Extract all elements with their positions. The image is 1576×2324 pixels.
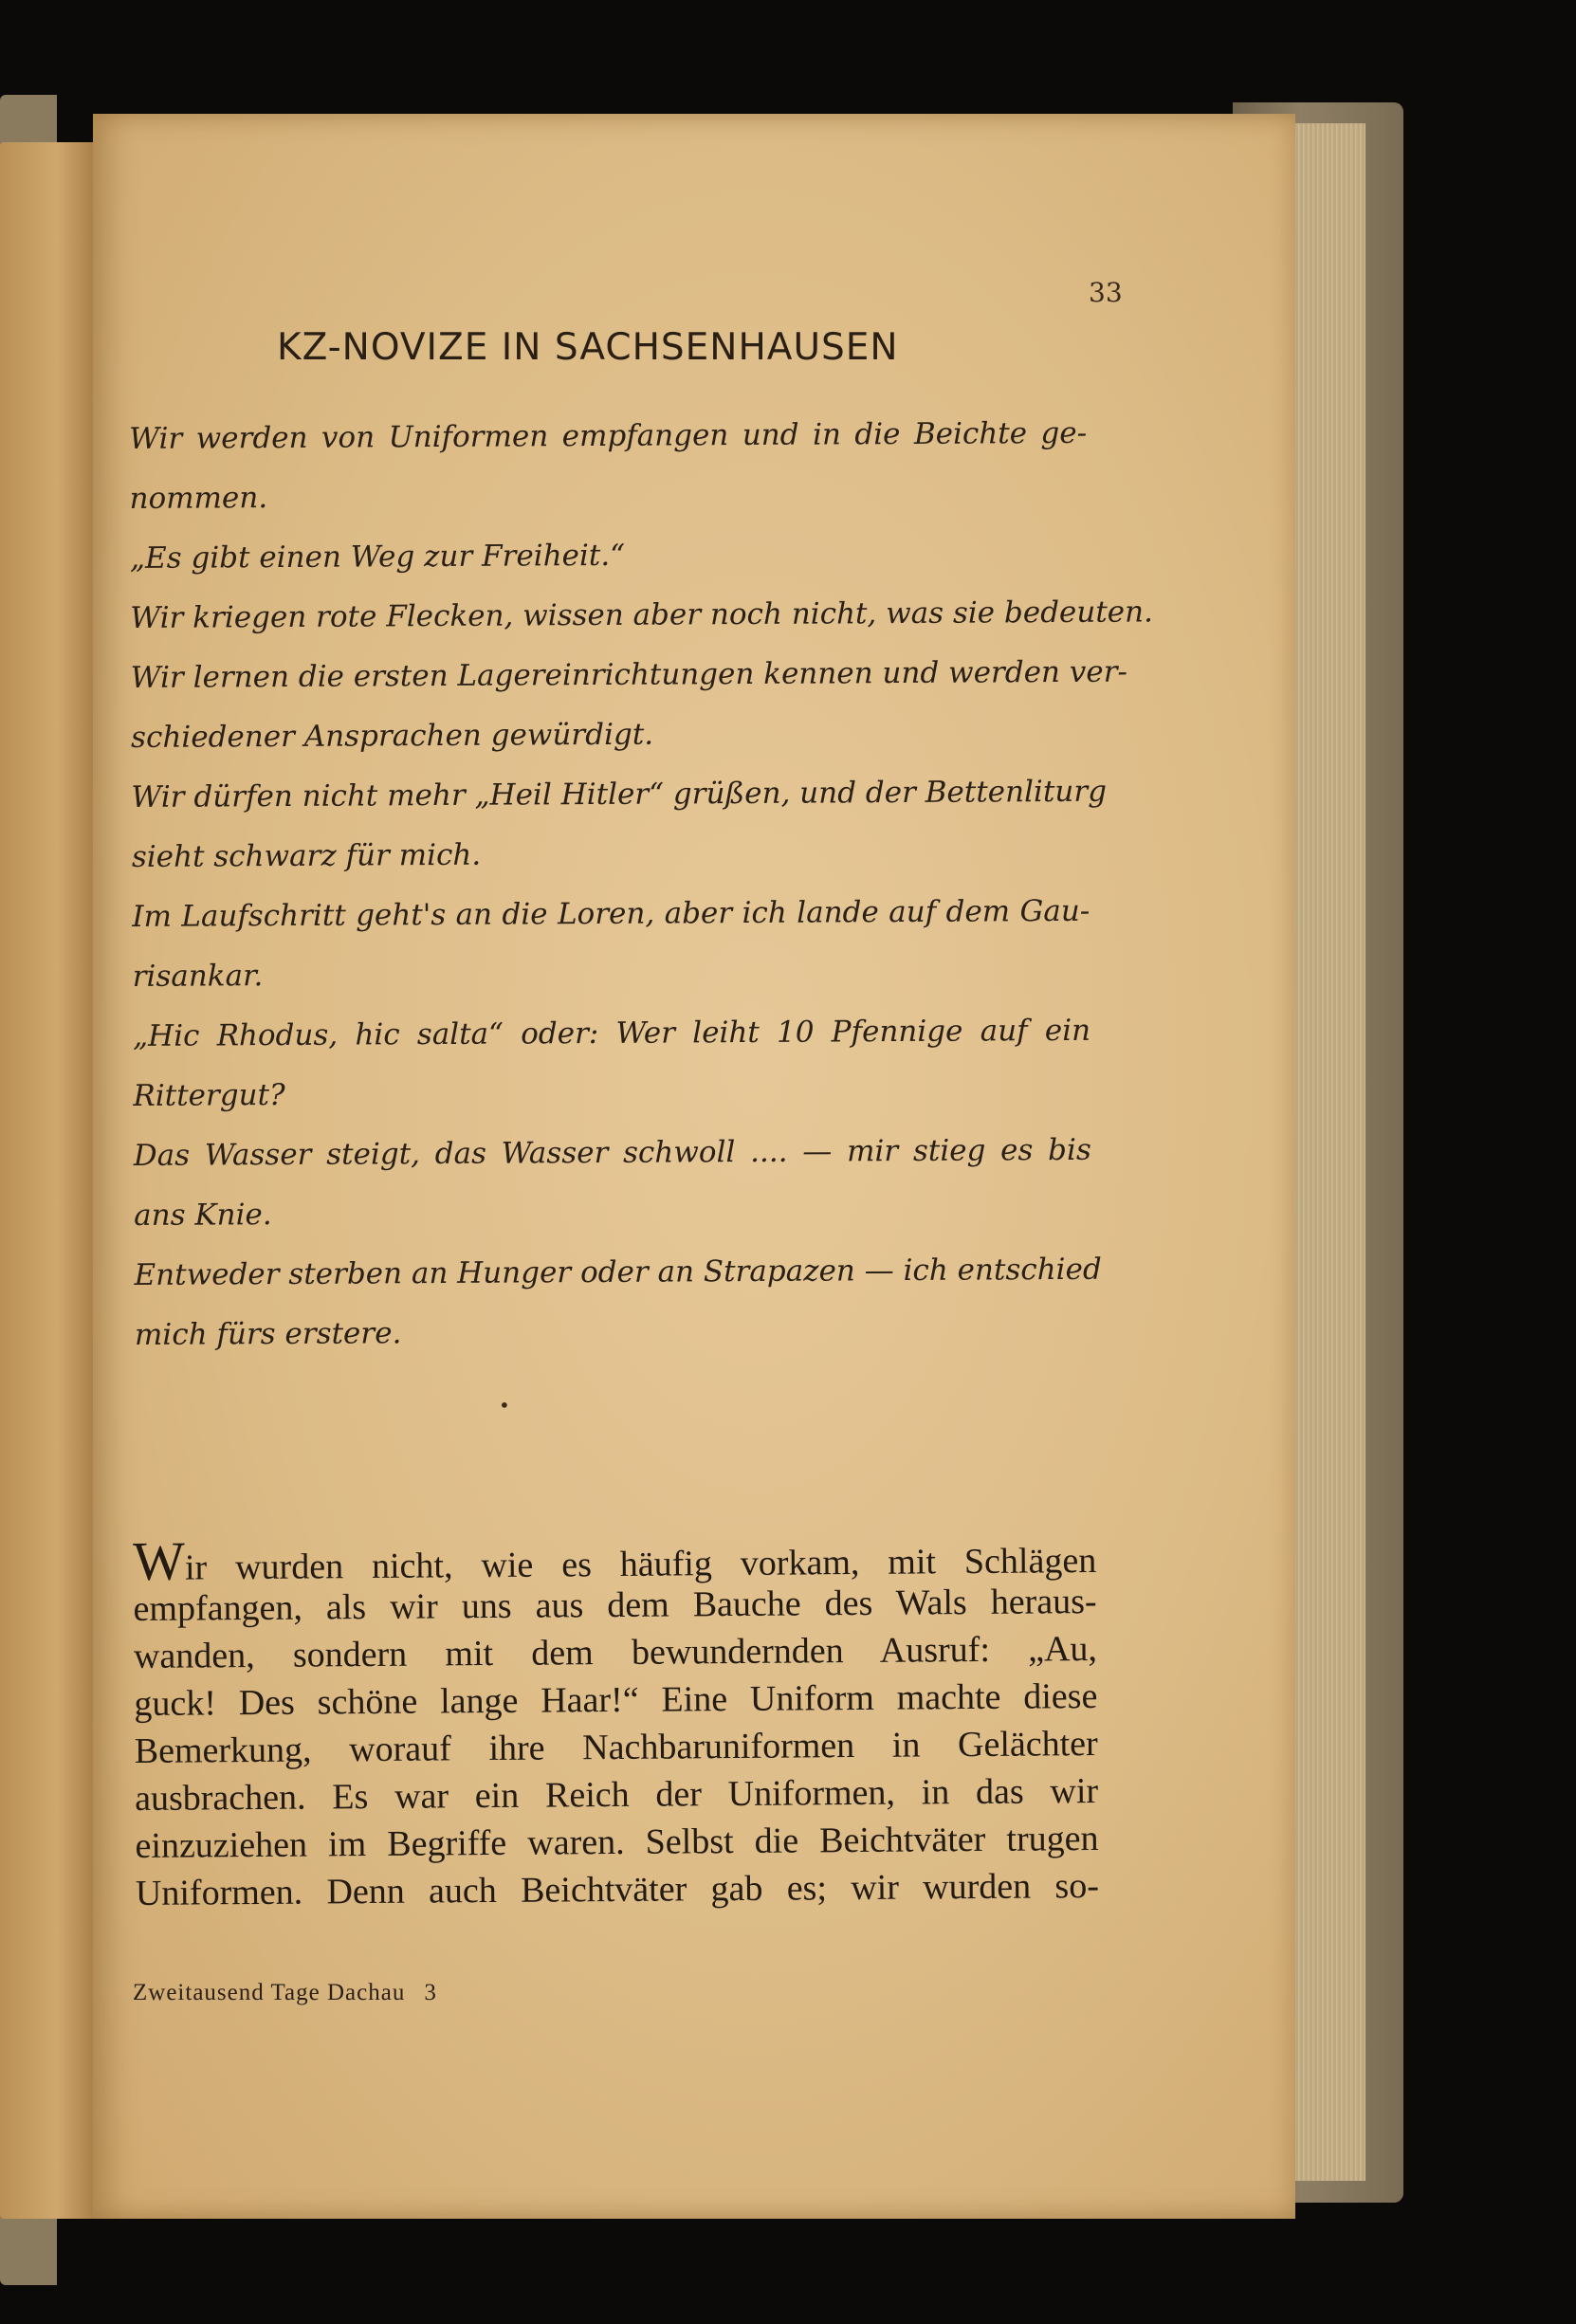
summary-line: Wir werden von Uniformen empfangen und in die Beichte ge- (129, 415, 1088, 456)
page-footer (133, 1980, 437, 2006)
summary-line: Wir lernen die ersten Lagereinrichtungen kennen und werden ver- (130, 654, 1128, 695)
body-paragraph (133, 1530, 1099, 1917)
summary-line: „Es gibt einen Weg zur Freiheit.“ (129, 538, 626, 576)
summary-line: Rittergut? (133, 1078, 285, 1113)
body-line: empfangen, als wir uns aus dem Bauche des Wals heraus- (133, 1582, 1097, 1629)
footer-signature-mark: 3 (424, 1980, 437, 2005)
page-number: 33 (1089, 277, 1123, 308)
previous-page-edge (0, 142, 95, 2219)
summary-line: Wir dürfen nicht mehr „Heil Hitler“ grüßen, und der Bettenliturg (131, 774, 1108, 814)
summary-line: Das Wasser steigt, das Wasser schwoll .... — mir stieg es bis (133, 1132, 1091, 1173)
summary-line: mich fürs erstere. (134, 1316, 402, 1352)
summary-line: „Hic Rhodus, hic salta“ oder: Wer leiht 10 Pfennige auf ein (132, 1013, 1091, 1053)
body-line: guck! Des schöne lange Haar!“ Eine Uniform machte diese (134, 1676, 1098, 1724)
body-line: Wir wurden nicht, wie es häufig vorkam, mit Schlägen (132, 1529, 1097, 1592)
summary-line: sieht schwarz für mich. (131, 837, 482, 874)
summary-line: nommen. (129, 481, 268, 516)
body-line: Uniformen. Denn auch Beichtväter gab es; wir wurden so- (135, 1866, 1100, 1913)
summary-line: ans Knie. (134, 1198, 272, 1233)
chapter-summary (129, 404, 1154, 1365)
summary-line: schiedener Ansprachen gewürdigt. (131, 717, 654, 755)
body-line: wanden, sondern mit dem bewundernden Ausruf: „Au, (133, 1629, 1098, 1676)
footer-book-title: Zweitausend Tage Dachau (133, 1980, 406, 2005)
summary-line: Im Laufschritt geht's an die Loren, aber ich lande auf dem Gau- (132, 893, 1090, 934)
section-ornament: • (499, 1394, 510, 1417)
summary-line: Wir kriegen rote Flecken, wissen aber noch nicht, was sie bedeuten. (130, 595, 1154, 635)
summary-line: risankar. (132, 959, 264, 994)
body-line: ausbrachen. Es war ein Reich der Uniformen, in das wir (134, 1771, 1099, 1819)
summary-line: Entweder sterben an Hunger oder an Strapazen — ich entschied (134, 1252, 1102, 1292)
chapter-title: KZ-NOVIZE IN SACHSENHAUSEN (277, 326, 899, 369)
body-line: Bemerkung, worauf ihre Nachbaruniformen in Gelächter (134, 1724, 1098, 1771)
body-line: einzuziehen im Begriffe waren. Selbst die Beichtväter trugen (135, 1819, 1099, 1866)
